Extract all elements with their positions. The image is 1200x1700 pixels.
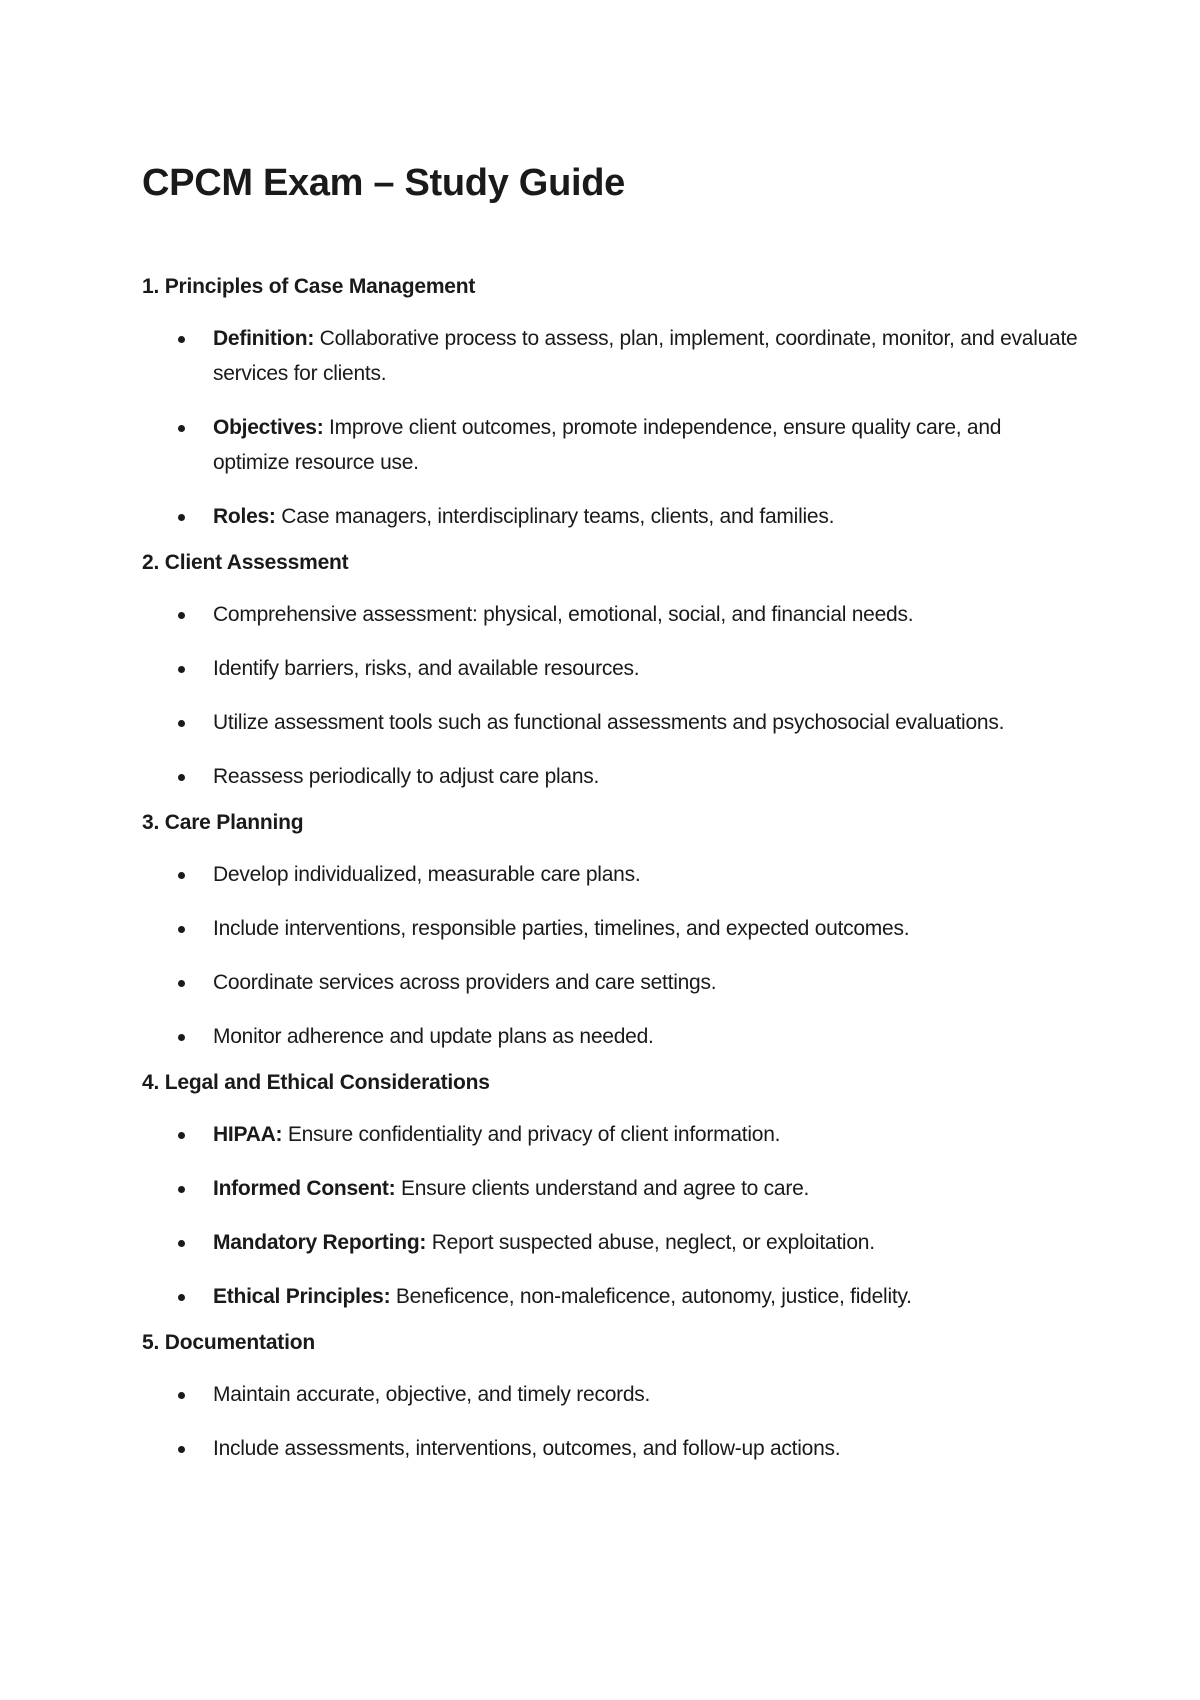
bullet-text: Utilize assessment tools such as functional assessments and psychosocial evaluations. — [213, 711, 1005, 734]
bullet-point-icon — [178, 1186, 185, 1193]
bullet-point-icon — [178, 1392, 185, 1399]
bullet-text: Ensure confidentiality and privacy of client information. — [282, 1123, 781, 1146]
bullet-item — [142, 857, 1080, 892]
bullet-list — [142, 1377, 1080, 1466]
section-heading: 3. Care Planning — [142, 811, 304, 834]
bullet-text: Reassess periodically to adjust care plans. — [213, 765, 600, 788]
bullet-point-icon — [178, 720, 185, 727]
bullet-point-icon — [178, 425, 185, 432]
bullet-item — [142, 965, 1080, 1000]
bullet-term: Objectives: — [213, 416, 324, 439]
bullet-list — [142, 1117, 1080, 1314]
bullet-term: Ethical Principles: — [213, 1285, 391, 1308]
bullet-item — [142, 321, 1080, 391]
section-heading: 2. Client Assessment — [142, 551, 349, 574]
bullet-list — [142, 321, 1080, 534]
sections-container — [142, 272, 1080, 1466]
section-heading: 4. Legal and Ethical Considerations — [142, 1071, 490, 1094]
bullet-item — [142, 1171, 1080, 1206]
bullet-item — [142, 410, 1080, 480]
bullet-item — [142, 1279, 1080, 1314]
bullet-point-icon — [178, 1240, 185, 1247]
bullet-item — [142, 705, 1080, 740]
bullet-point-icon — [178, 1132, 185, 1139]
bullet-point-icon — [178, 336, 185, 343]
bullet-text: Include interventions, responsible parties, timelines, and expected outcomes. — [213, 917, 910, 940]
section-3 — [142, 808, 1080, 1054]
bullet-text: Collaborative process to assess, plan, implement, coordinate, monitor, and evaluate services for clients. — [213, 327, 1078, 385]
section-5 — [142, 1328, 1080, 1466]
bullet-text: Report suspected abuse, neglect, or exploitation. — [426, 1231, 875, 1254]
bullet-point-icon — [178, 980, 185, 987]
bullet-point-icon — [178, 612, 185, 619]
bullet-point-icon — [178, 1294, 185, 1301]
bullet-item — [142, 1117, 1080, 1152]
bullet-list — [142, 857, 1080, 1054]
bullet-item — [142, 911, 1080, 946]
bullet-item — [142, 651, 1080, 686]
bullet-item — [142, 499, 1080, 534]
bullet-text: Maintain accurate, objective, and timely records. — [213, 1383, 651, 1406]
section-4 — [142, 1068, 1080, 1314]
bullet-point-icon — [178, 666, 185, 673]
bullet-list — [142, 597, 1080, 794]
bullet-point-icon — [178, 514, 185, 521]
bullet-text: Comprehensive assessment: physical, emotional, social, and financial needs. — [213, 603, 914, 626]
section-heading: 5. Documentation — [142, 1331, 315, 1354]
bullet-text: Case managers, interdisciplinary teams, clients, and families. — [275, 505, 835, 528]
bullet-text: Monitor adherence and update plans as needed. — [213, 1025, 654, 1048]
document-title: CPCM Exam – Study Guide — [142, 162, 625, 204]
bullet-text: Beneficence, non-maleficence, autonomy, justice, fidelity. — [390, 1285, 912, 1308]
bullet-term: Informed Consent: — [213, 1177, 396, 1200]
bullet-item — [142, 597, 1080, 632]
section-2 — [142, 548, 1080, 794]
bullet-item — [142, 1225, 1080, 1260]
bullet-text: Identify barriers, risks, and available resources. — [213, 657, 640, 680]
section-heading: 1. Principles of Case Management — [142, 275, 476, 298]
bullet-text: Develop individualized, measurable care plans. — [213, 863, 641, 886]
bullet-point-icon — [178, 872, 185, 879]
bullet-text: Include assessments, interventions, outcomes, and follow-up actions. — [213, 1437, 841, 1460]
bullet-text: Improve client outcomes, promote independence, ensure quality care, and optimize resource use. — [213, 416, 1002, 474]
bullet-item — [142, 759, 1080, 794]
bullet-item — [142, 1377, 1080, 1412]
section-1 — [142, 272, 1080, 534]
bullet-text: Coordinate services across providers and care settings. — [213, 971, 717, 994]
bullet-point-icon — [178, 926, 185, 933]
bullet-item — [142, 1019, 1080, 1054]
bullet-point-icon — [178, 1446, 185, 1453]
bullet-item — [142, 1431, 1080, 1466]
bullet-term: HIPAA: — [213, 1123, 283, 1146]
bullet-term: Definition: — [213, 327, 315, 350]
bullet-point-icon — [178, 774, 185, 781]
bullet-term: Roles: — [213, 505, 276, 528]
bullet-term: Mandatory Reporting: — [213, 1231, 427, 1254]
bullet-point-icon — [178, 1034, 185, 1041]
bullet-text: Ensure clients understand and agree to care. — [395, 1177, 810, 1200]
